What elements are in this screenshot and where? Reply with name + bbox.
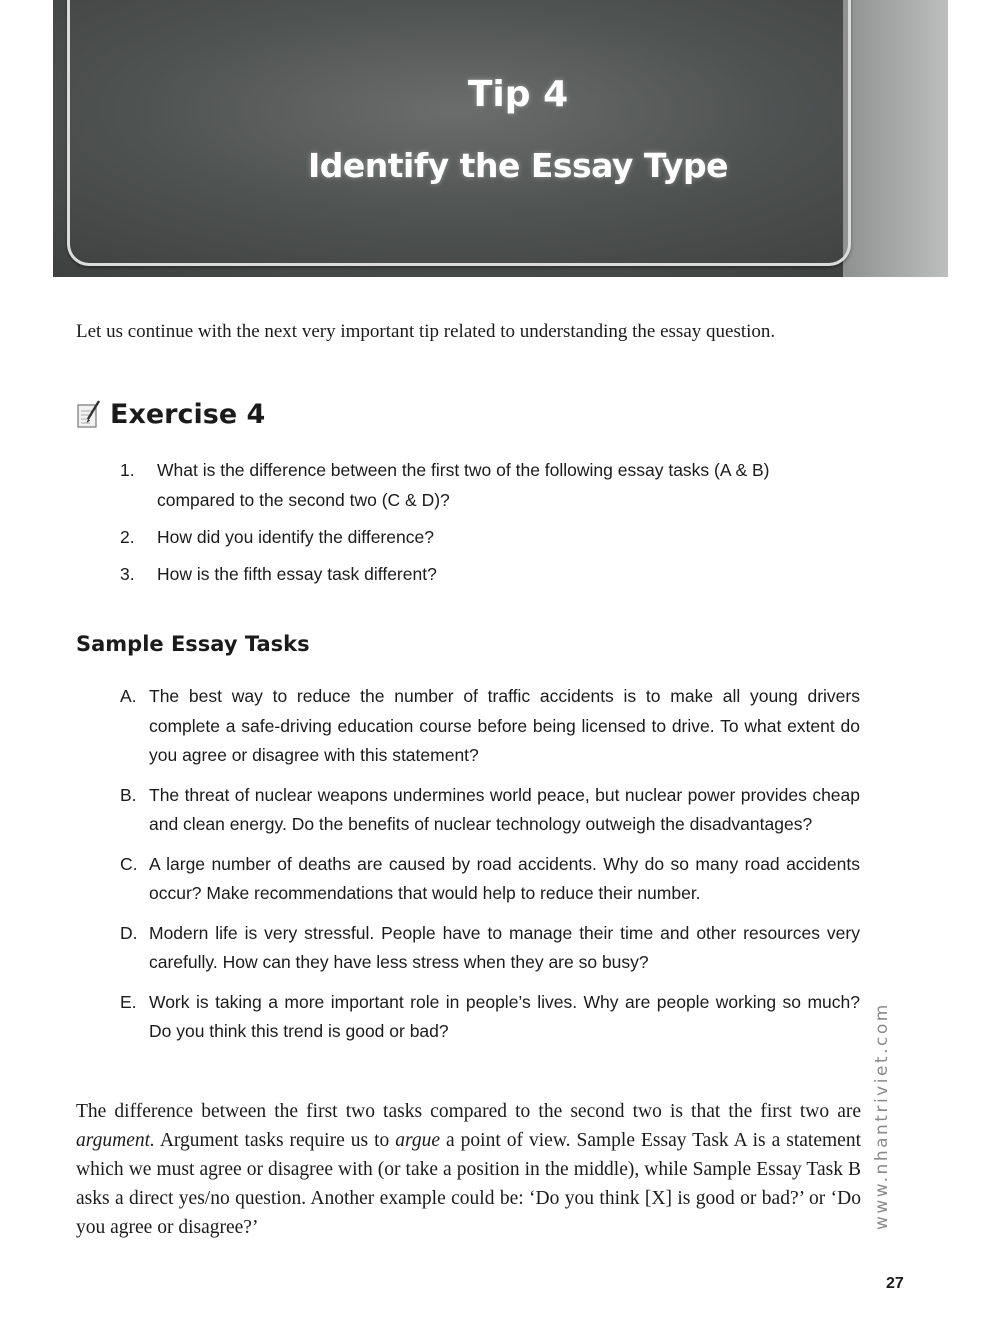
list-item (120, 781, 860, 840)
task-letter: E. (120, 991, 137, 1012)
explanation-paragraph (76, 1097, 861, 1242)
header-banner (53, 0, 948, 277)
emphasis-argue: argue (395, 1130, 441, 1151)
paragraph-text: Argument tasks require us to (154, 1130, 396, 1151)
exercise-heading (76, 394, 265, 434)
question-text: What is the difference between the first two of the following essay tasks (A & B) compared to the second two (C & D)? (157, 460, 770, 510)
exercise-title: Exercise 4 (110, 398, 266, 430)
tip-heading: Tip 4 (467, 74, 569, 115)
task-text: The threat of nuclear weapons undermines world peace, but nuclear power provides cheap and clean energy. Do the benefits of nuclear technology outweigh the disadvantages? (149, 784, 860, 834)
list-item (120, 559, 840, 589)
task-letter: A. (120, 686, 137, 706)
task-text: A large number of deaths are caused by road accidents. Why do so many road accidents occur? Make recommendations that would help to reduce their number. (149, 853, 860, 903)
list-item (120, 455, 840, 515)
list-item (120, 988, 860, 1047)
sample-task-list (120, 682, 860, 1057)
banner-frame (67, 0, 851, 266)
question-number: 3. (120, 564, 135, 584)
task-letter: C. (120, 853, 138, 874)
emphasis-argument: argument. (76, 1130, 155, 1151)
intro-text: Let us continue with the next very important tip related to understanding the essay question. (76, 321, 776, 342)
task-letter: B. (120, 784, 137, 805)
notepad-pencil-icon (76, 399, 102, 429)
question-number: 2. (120, 527, 135, 547)
list-item (120, 919, 860, 978)
page-number: 27 (886, 1275, 904, 1292)
list-item (120, 682, 860, 771)
question-text: How is the fifth essay task different? (157, 564, 437, 584)
exercise-questions (120, 455, 840, 596)
task-letter: D. (120, 922, 138, 943)
list-item (120, 522, 840, 552)
task-text: Work is taking a more important role in people’s lives. Why are people working so much? Do you think this trend is good or bad? (149, 991, 860, 1041)
question-number: 1. (120, 460, 135, 480)
task-text: The best way to reduce the number of traffic accidents is to make all young drivers complete a safe-driving education course before being licensed to drive. To what extent do you agree or disagree with this statement? (149, 686, 860, 765)
question-text: How did you identify the difference? (157, 527, 434, 547)
task-text: Modern life is very stressful. People have to manage their time and other resources very carefully. How can they have less stress when they are so busy? (149, 922, 860, 972)
publisher-watermark: www.nhantriviet.com (872, 1002, 892, 1230)
paragraph-text: The difference between the first two tasks compared to the second two is that the first two are (76, 1101, 861, 1122)
list-item (120, 850, 860, 909)
tip-subtitle: Identify the Essay Type (307, 146, 729, 185)
section-title: Sample Essay Tasks (76, 632, 310, 656)
paragraph-text: a point of view. Sample Essay Task A is a statement which we must agree or disagree with (or take a position in the middle), while Sample Essay Task B asks a direct yes/no question. Another example could be: ‘Do you think [X] is good or bad?’ or ‘Do you agree or disagree?’ (76, 1130, 861, 1238)
banner-side-panel (843, 0, 948, 277)
